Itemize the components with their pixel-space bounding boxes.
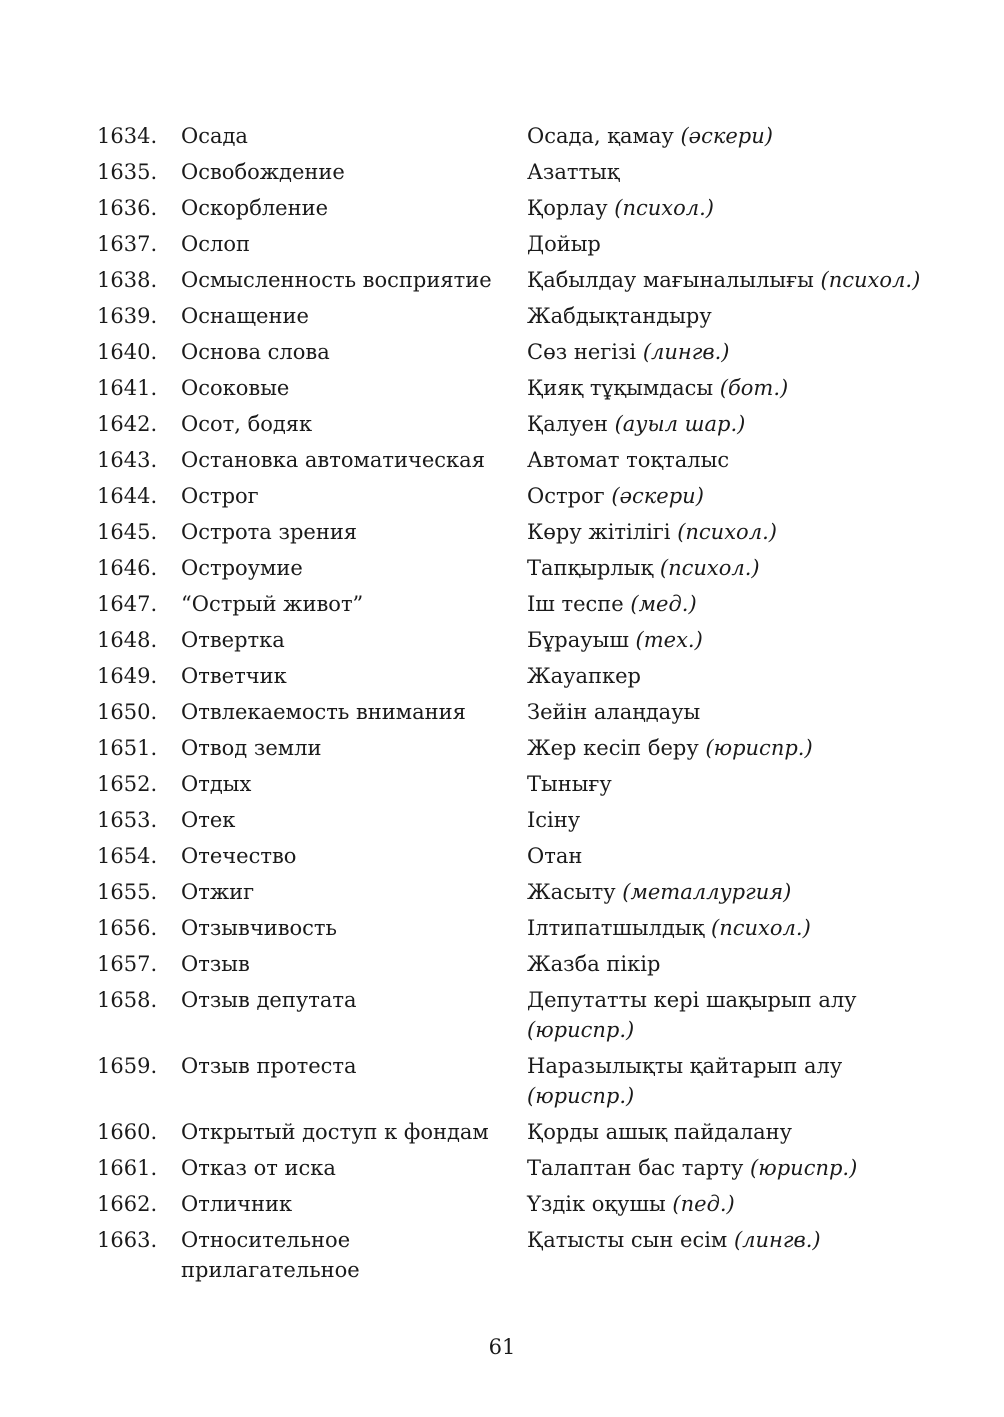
entry-kazakh-translation bbox=[527, 877, 927, 907]
translation-text: Қорды ашық пайдалану bbox=[527, 1120, 792, 1144]
entry-number: 1634. bbox=[97, 124, 158, 148]
entry-kazakh-translation bbox=[527, 265, 927, 295]
translation-text: Жер кесіп беру bbox=[527, 736, 699, 760]
translation-text: Талаптан бас тарту bbox=[527, 1156, 744, 1180]
page-number: 61 bbox=[488, 1335, 516, 1359]
translation-text: Тапқырлық bbox=[527, 556, 654, 580]
translation-text: Осада, қамау bbox=[527, 124, 674, 148]
translation-text: Наразылықты қайтарып алу bbox=[527, 1054, 843, 1078]
entry-row bbox=[97, 337, 927, 367]
entry-number: 1635. bbox=[97, 160, 158, 184]
entry-number: 1655. bbox=[97, 880, 158, 904]
domain-note: (психол.) bbox=[711, 916, 811, 940]
entry-russian-term: Отзывчивость bbox=[181, 916, 337, 940]
entry-row bbox=[97, 625, 927, 655]
entry-row bbox=[97, 265, 927, 295]
entry-kazakh-translation bbox=[527, 553, 927, 583]
entry-russian-term: Ослоп bbox=[181, 232, 250, 256]
entry-row bbox=[97, 913, 927, 943]
entry-kazakh-translation bbox=[527, 949, 927, 979]
entry-kazakh-translation bbox=[527, 157, 927, 187]
entry-number: 1637. bbox=[97, 232, 158, 256]
entry-russian-term: Остроумие bbox=[181, 556, 303, 580]
translation-text: Бұрауыш bbox=[527, 628, 629, 652]
entry-number: 1647. bbox=[97, 592, 158, 616]
entry-number: 1652. bbox=[97, 772, 158, 796]
entry-kazakh-translation bbox=[527, 805, 927, 835]
entry-row bbox=[97, 1153, 927, 1183]
entry-kazakh-translation bbox=[527, 589, 927, 619]
entry-number: 1661. bbox=[97, 1156, 158, 1180]
entry-row bbox=[97, 301, 927, 331]
entry-row bbox=[97, 1117, 927, 1147]
entry-number: 1641. bbox=[97, 376, 158, 400]
entry-russian-term: Осмысленность восприятие bbox=[181, 268, 492, 292]
entry-number: 1656. bbox=[97, 916, 158, 940]
entry-russian-term: Освобождение bbox=[181, 160, 345, 184]
entry-number: 1648. bbox=[97, 628, 158, 652]
entry-row bbox=[97, 733, 927, 763]
entry-list bbox=[97, 121, 927, 1291]
domain-note: (пед.) bbox=[672, 1192, 735, 1216]
domain-note: (ауыл шар.) bbox=[614, 412, 746, 436]
domain-note: (юриспр.) bbox=[527, 1018, 635, 1042]
domain-note: (психол.) bbox=[614, 196, 714, 220]
entry-number: 1636. bbox=[97, 196, 158, 220]
entry-russian-term: Отвертка bbox=[181, 628, 285, 652]
entry-row bbox=[97, 769, 927, 799]
entry-russian-term: Отвлекаемость внимания bbox=[181, 700, 466, 724]
entry-russian-term: Осоковые bbox=[181, 376, 290, 400]
entry-row bbox=[97, 517, 927, 547]
entry-number: 1646. bbox=[97, 556, 158, 580]
entry-row bbox=[97, 697, 927, 727]
entry-number: 1662. bbox=[97, 1192, 158, 1216]
entry-kazakh-translation bbox=[527, 301, 927, 331]
entry-number: 1653. bbox=[97, 808, 158, 832]
translation-text: Іш теспе bbox=[527, 592, 624, 616]
domain-note: (психол.) bbox=[677, 520, 777, 544]
entry-russian-term: Относительное прилагательное bbox=[181, 1228, 360, 1282]
translation-text: Қабылдау мағыналылығы bbox=[527, 268, 814, 292]
entry-kazakh-translation bbox=[527, 625, 927, 655]
translation-text: Сөз негізі bbox=[527, 340, 637, 364]
entry-russian-term: Отзыв bbox=[181, 952, 250, 976]
translation-text: Қияқ тұқымдасы bbox=[527, 376, 714, 400]
entry-kazakh-translation bbox=[527, 373, 927, 403]
entry-row bbox=[97, 445, 927, 475]
entry-russian-term: Отличник bbox=[181, 1192, 293, 1216]
entry-kazakh-translation bbox=[527, 1051, 927, 1111]
entry-russian-term: Остановка автоматическая bbox=[181, 448, 485, 472]
entry-row bbox=[97, 373, 927, 403]
translation-text: Үздік оқушы bbox=[527, 1192, 666, 1216]
entry-number: 1658. bbox=[97, 988, 158, 1012]
entry-row bbox=[97, 1051, 927, 1111]
translation-text: Жазба пікір bbox=[527, 952, 661, 976]
entry-row bbox=[97, 877, 927, 907]
entry-number: 1650. bbox=[97, 700, 158, 724]
translation-text: Дойыр bbox=[527, 232, 601, 256]
entry-number: 1651. bbox=[97, 736, 158, 760]
domain-note: (тех.) bbox=[635, 628, 703, 652]
entry-russian-term: Острота зрения bbox=[181, 520, 358, 544]
entry-number: 1649. bbox=[97, 664, 158, 688]
entry-row bbox=[97, 481, 927, 511]
translation-text: Депутатты кері шақырып алу bbox=[527, 988, 857, 1012]
entry-kazakh-translation bbox=[527, 517, 927, 547]
entry-russian-term: Осада bbox=[181, 124, 248, 148]
domain-note: (психол.) bbox=[659, 556, 760, 580]
entry-number: 1638. bbox=[97, 268, 158, 292]
entry-russian-term: Отвод земли bbox=[181, 736, 322, 760]
entry-row bbox=[97, 1189, 927, 1219]
entry-number: 1660. bbox=[97, 1120, 158, 1144]
translation-text: Жабдықтандыру bbox=[527, 304, 712, 328]
entry-kazakh-translation bbox=[527, 661, 927, 691]
entry-russian-term: Отзыв депутата bbox=[181, 988, 357, 1012]
entry-number: 1663. bbox=[97, 1228, 158, 1252]
entry-kazakh-translation bbox=[527, 769, 927, 799]
entry-russian-term: Оснащение bbox=[181, 304, 309, 328]
entry-russian-term: Отек bbox=[181, 808, 236, 832]
entry-row bbox=[97, 949, 927, 979]
entry-kazakh-translation bbox=[527, 1225, 927, 1255]
entry-number: 1640. bbox=[97, 340, 158, 364]
translation-text: Острог bbox=[527, 484, 605, 508]
entry-russian-term: Оскорбление bbox=[181, 196, 329, 220]
translation-text: Жасыту bbox=[527, 880, 616, 904]
entry-row bbox=[97, 157, 927, 187]
entry-russian-term: Основа слова bbox=[181, 340, 330, 364]
entry-russian-term: Отечество bbox=[181, 844, 297, 868]
entry-kazakh-translation bbox=[527, 193, 927, 223]
entry-kazakh-translation bbox=[527, 733, 927, 763]
translation-text: Ілтипатшылдық bbox=[527, 916, 705, 940]
entry-number: 1639. bbox=[97, 304, 158, 328]
entry-number: 1645. bbox=[97, 520, 158, 544]
domain-note: (юриспр.) bbox=[750, 1156, 858, 1180]
entry-kazakh-translation bbox=[527, 985, 927, 1045]
entry-number: 1643. bbox=[97, 448, 158, 472]
domain-note: (юриспр.) bbox=[705, 736, 813, 760]
entry-row bbox=[97, 985, 927, 1045]
entry-number: 1657. bbox=[97, 952, 158, 976]
translation-text: Қорлау bbox=[527, 196, 608, 220]
entry-row bbox=[97, 805, 927, 835]
domain-note: (мед.) bbox=[630, 592, 697, 616]
translation-text: Автомат тоқталыс bbox=[527, 448, 730, 472]
domain-note: (психол.) bbox=[820, 268, 921, 292]
entry-kazakh-translation bbox=[527, 913, 927, 943]
domain-note: (металлургия) bbox=[622, 880, 792, 904]
entry-kazakh-translation bbox=[527, 229, 927, 259]
translation-text: Ісіну bbox=[527, 808, 581, 832]
translation-text: Көру жітілігі bbox=[527, 520, 671, 544]
entry-number: 1644. bbox=[97, 484, 158, 508]
entry-russian-term: Отзыв протеста bbox=[181, 1054, 357, 1078]
entry-row bbox=[97, 661, 927, 691]
entry-row bbox=[97, 193, 927, 223]
entry-kazakh-translation bbox=[527, 1153, 927, 1183]
entry-kazakh-translation bbox=[527, 841, 927, 871]
domain-note: (лингв.) bbox=[733, 1228, 821, 1252]
translation-text: Қалуен bbox=[527, 412, 608, 436]
entry-row bbox=[97, 553, 927, 583]
entry-number: 1642. bbox=[97, 412, 158, 436]
entry-russian-term: “Острый живот” bbox=[181, 592, 364, 616]
entry-kazakh-translation bbox=[527, 1117, 927, 1147]
entry-russian-term: Осот, бодяк bbox=[181, 412, 313, 436]
domain-note: (әскери) bbox=[680, 124, 773, 148]
entry-kazakh-translation bbox=[527, 445, 927, 475]
translation-text: Қатысты сын есім bbox=[527, 1228, 728, 1252]
entry-russian-term: Отжиг bbox=[181, 880, 255, 904]
entry-kazakh-translation bbox=[527, 337, 927, 367]
entry-kazakh-translation bbox=[527, 1189, 927, 1219]
entry-row bbox=[97, 1225, 927, 1285]
domain-note: (бот.) bbox=[719, 376, 789, 400]
entry-russian-term: Отказ от иска bbox=[181, 1156, 336, 1180]
entry-kazakh-translation bbox=[527, 697, 927, 727]
entry-kazakh-translation bbox=[527, 481, 927, 511]
entry-number: 1654. bbox=[97, 844, 158, 868]
entry-russian-term: Отдых bbox=[181, 772, 252, 796]
translation-text: Азаттық bbox=[527, 160, 620, 184]
entry-russian-term: Острог bbox=[181, 484, 259, 508]
translation-text: Зейін алаңдауы bbox=[527, 700, 701, 724]
domain-note: (юриспр.) bbox=[527, 1084, 635, 1108]
domain-note: (әскери) bbox=[611, 484, 704, 508]
translation-text: Тынығу bbox=[527, 772, 612, 796]
entry-row bbox=[97, 841, 927, 871]
entry-number: 1659. bbox=[97, 1054, 158, 1078]
domain-note: (лингв.) bbox=[642, 340, 730, 364]
entry-russian-term: Ответчик bbox=[181, 664, 287, 688]
entry-row bbox=[97, 409, 927, 439]
translation-text: Жауапкер bbox=[527, 664, 641, 688]
entry-kazakh-translation bbox=[527, 121, 927, 151]
entry-row bbox=[97, 589, 927, 619]
entry-kazakh-translation bbox=[527, 409, 927, 439]
entry-row bbox=[97, 121, 927, 151]
entry-russian-term: Открытый доступ к фондам bbox=[181, 1120, 489, 1144]
entry-row bbox=[97, 229, 927, 259]
translation-text: Отан bbox=[527, 844, 583, 868]
